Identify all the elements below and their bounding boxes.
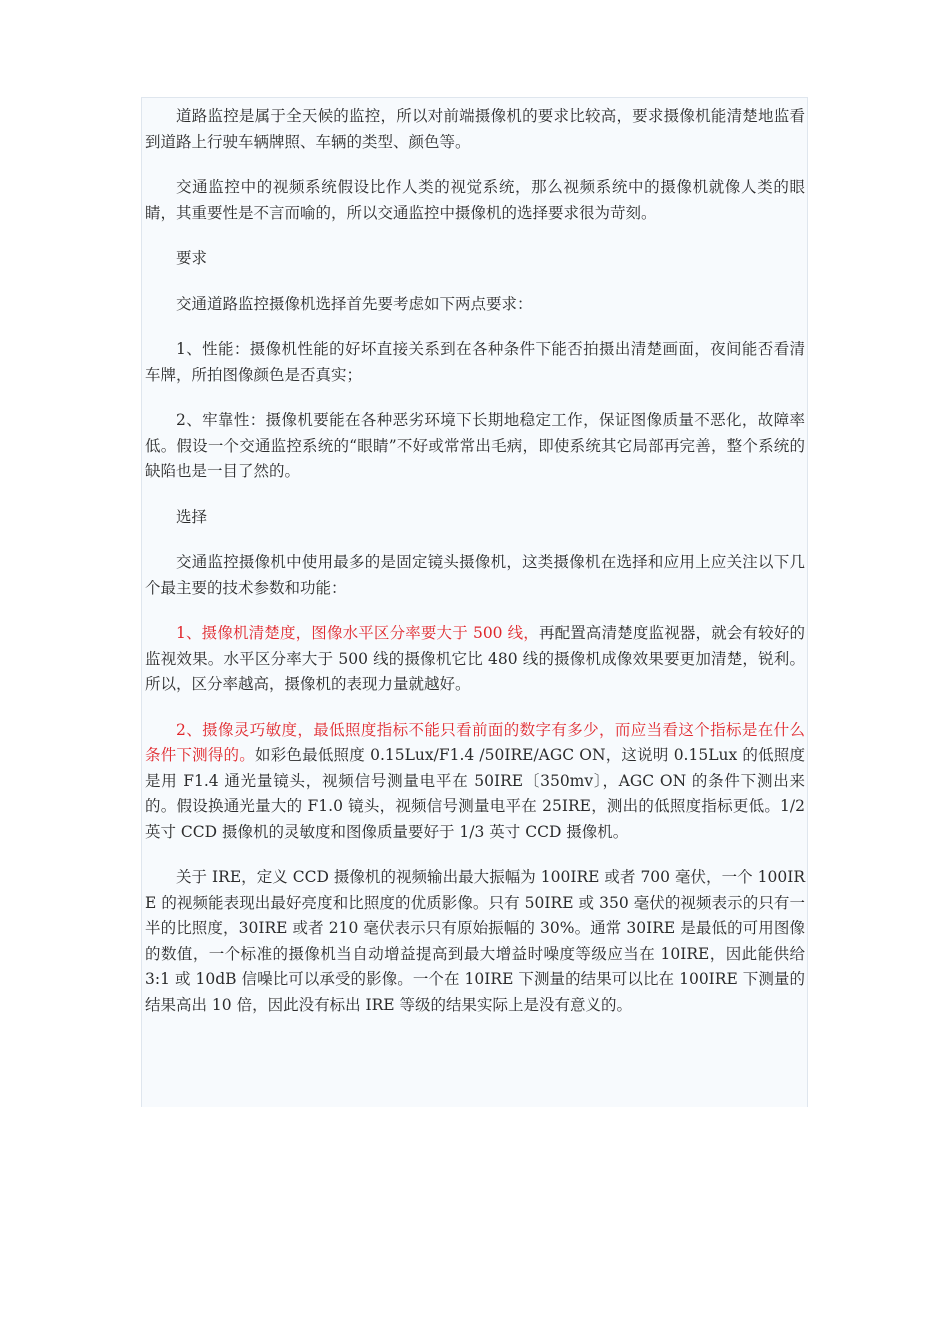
sensitivity-highlight: 2、摄像灵巧敏度，最低照度指标不能只看前面的数字有多少，而应当看这个指标是在什么条件下测得的。 xyxy=(145,720,805,764)
reliability-paragraph: 2、牢靠性：摄像机要能在各种恶劣环境下长期地稳定工作，保证图像质量不恶化，故障率低。假设一个交通监控系统的“眼睛”不好或常常出毛病，即使系统其它局部再完善，整个系统的缺陷也是一目了然的。 xyxy=(145,411,805,480)
resolution-highlight: 1、摄像机清楚度，图像水平区分率要大于 500 线， xyxy=(176,624,539,642)
intro-paragraph: 道路监控是属于全天候的监控，所以对前端摄像机的要求比较高，要求摄像机能清楚地监看到道路上行驶车辆牌照、车辆的类型、颜色等。 xyxy=(145,107,805,151)
selection-intro-paragraph: 交通监控摄像机中使用最多的是固定镜头摄像机，这类摄像机在选择和应用上应关注以下几个最主要的技术参数和功能： xyxy=(145,553,805,597)
video-system-paragraph: 交通监控中的视频系统假设比作人类的视觉系统，那么视频系统中的摄像机就像人类的眼睛，其重要性是不言而喻的，所以交通监控中摄像机的选择要求很为苛刻。 xyxy=(145,178,805,222)
section-heading-selection: 选择 xyxy=(176,507,208,526)
section-heading-requirements: 要求 xyxy=(176,249,208,267)
article-panel xyxy=(141,97,808,1107)
ire-paragraph: 关于 IRE，定义 CCD 摄像机的视频输出最大振幅为 100IRE 或者 700 毫伏，一个 100IRE 的视频能表现出最好亮度和比照度的优质影像。只有 50IRE 或 350 毫伏的视频表示的只有一半的比照度，30IRE 或者 210 毫伏表示只有原始振幅的 30%。通常 30IRE 是最低的可用图像的数值，一个标准的摄像机当自动增益提高到最大增益时噪度等级应当在 10IRE，因此能供给 3:1 或 10dB 信噪比可以承受的影像。一个在 10IRE 下测量的结果可以比在 100IRE 下测量的结果高出 10 倍，因此没有标出 IRE 等级的结果实际上是没有意义的。 xyxy=(145,868,805,1014)
requirements-intro-paragraph: 交通道路监控摄像机选择首先要考虑如下两点要求： xyxy=(176,294,533,313)
resolution-paragraph xyxy=(145,621,805,698)
resolution-text: 再配置高清楚度监视器，就会有较好的监视效果。水平区分率大于 500 线的摄像机它比 480 线的摄像机成像效果要更加清楚，锐利。所以，区分率越高，摄像机的表现力量就越好。 xyxy=(145,624,805,693)
performance-paragraph: 1、性能：摄像机性能的好坏直接关系到在各种条件下能否拍摄出清楚画面，夜间能否看清车牌，所拍图像颜色是否真实； xyxy=(145,340,805,384)
sensitivity-paragraph xyxy=(145,718,805,846)
sensitivity-text: 如彩色最低照度 0.15Lux/F1.4 /50IRE/AGC ON，这说明 0.15Lux 的低照度是用 F1.4 通光量镜头，视频信号测量电平在 50IRE〔350mv〕，AGC ON 的条件下测出来的。假设换通光量大的 F1.0 镜头，视频信号测量电平在 25IRE，测出的低照度指标更低。1/2 英寸 CCD 摄像机的灵敏度和图像质量要好于 1/3 英寸 CCD 摄像机。 xyxy=(145,746,805,841)
